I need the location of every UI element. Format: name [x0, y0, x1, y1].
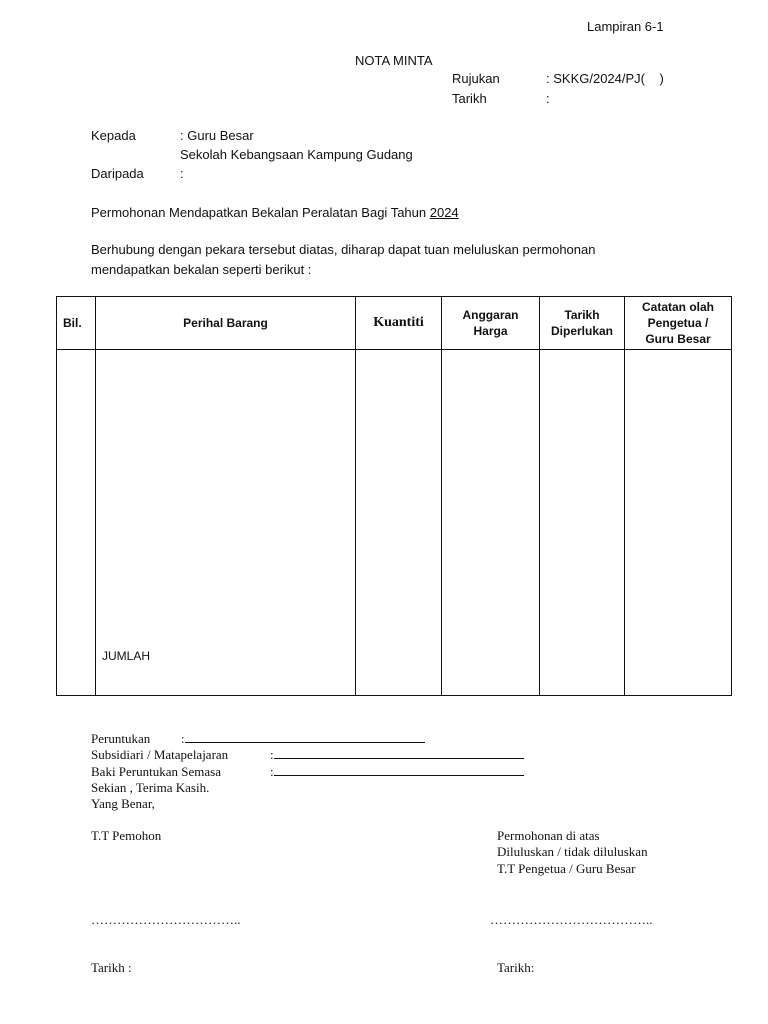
intro-line-2: mendapatkan bekalan seperti berikut : [91, 262, 312, 277]
tarikh-left-label: Tarikh : [91, 960, 132, 975]
subsidiari-line [274, 748, 524, 759]
signature-dots-right[interactable]: ……………………………….. [490, 912, 653, 927]
baki-field[interactable] [270, 764, 524, 780]
col-anggaran-line2: Harga [473, 324, 508, 338]
yang-benar-text: Yang Benar, [91, 796, 155, 811]
kepada-label: Kepada [91, 128, 136, 143]
peruntukan-field[interactable] [181, 731, 425, 747]
cell-tarikh[interactable] [540, 350, 625, 696]
kepada-value: : Guru Besar [180, 128, 254, 143]
subsidiari-colon: : [270, 747, 274, 762]
col-catatan-line2: Pengetua / [647, 316, 709, 330]
peruntukan-colon: : [181, 731, 185, 746]
lampiran-label: Lampiran 6-1 [587, 19, 664, 34]
subsidiari-label: Subsidiari / Matapelajaran [91, 747, 229, 762]
cell-catatan[interactable] [625, 350, 732, 696]
request-table [56, 296, 732, 696]
intro-line-1: Berhubung dengan pekara tersebut diatas, diharap dapat tuan meluluskan permohonan [91, 242, 596, 257]
cell-anggaran[interactable] [442, 350, 540, 696]
col-anggaran-line1: Anggaran [462, 308, 519, 322]
sekian-text: Sekian , Terima Kasih. [91, 780, 210, 795]
approval-line-1: Permohonan di atas [497, 828, 600, 843]
tarikh-label: Tarikh [452, 91, 487, 106]
table-body-row [57, 350, 732, 696]
col-catatan-line3: Guru Besar [645, 332, 711, 346]
col-bil: Bil. [57, 297, 96, 350]
col-catatan-line1: Catatan olah [641, 300, 714, 314]
baki-label: Baki Peruntukan Semasa [91, 764, 221, 779]
subject-text: Permohonan Mendapatkan Bekalan Peralatan Bagi Tahun [91, 205, 430, 220]
col-kuantiti: Kuantiti [356, 297, 442, 350]
table-header-row [57, 297, 732, 350]
tt-pemohon-label: T.T Pemohon [91, 828, 162, 843]
rujukan-label: Rujukan [452, 71, 500, 86]
baki-colon: : [270, 764, 274, 779]
col-tarikh-diperlukan [540, 297, 625, 350]
subject-line [91, 205, 459, 220]
cell-perihal[interactable] [96, 350, 356, 696]
kepada-school: Sekolah Kebangsaan Kampung Gudang [180, 147, 413, 162]
cell-bil[interactable] [57, 350, 96, 696]
daripada-label: Daripada [91, 166, 144, 181]
approval-line-2: Diluluskan / tidak diluluskan [497, 844, 648, 859]
peruntukan-line [185, 732, 425, 743]
signature-dots-left[interactable]: …………………………….. [91, 912, 241, 927]
col-catatan [625, 297, 732, 350]
cell-kuantiti[interactable] [356, 350, 442, 696]
col-anggaran-harga [442, 297, 540, 350]
document-title: NOTA MINTA [355, 53, 433, 68]
approval-line-3: T.T Pengetua / Guru Besar [497, 861, 636, 876]
col-tarikh-line2: Diperlukan [550, 324, 613, 338]
subsidiari-field[interactable] [270, 747, 524, 763]
jumlah-label: JUMLAH [102, 649, 151, 663]
tarikh-value: : [546, 91, 550, 106]
peruntukan-label: Peruntukan [91, 731, 151, 746]
baki-line [274, 765, 524, 776]
rujukan-value: : SKKG/2024/PJ( ) [546, 71, 664, 86]
daripada-value: : [180, 166, 184, 181]
col-perihal-barang: Perihal Barang [96, 297, 356, 350]
subject-year: 2024 [429, 205, 459, 220]
col-tarikh-line1: Tarikh [564, 308, 600, 322]
tarikh-right-label: Tarikh: [497, 960, 535, 975]
